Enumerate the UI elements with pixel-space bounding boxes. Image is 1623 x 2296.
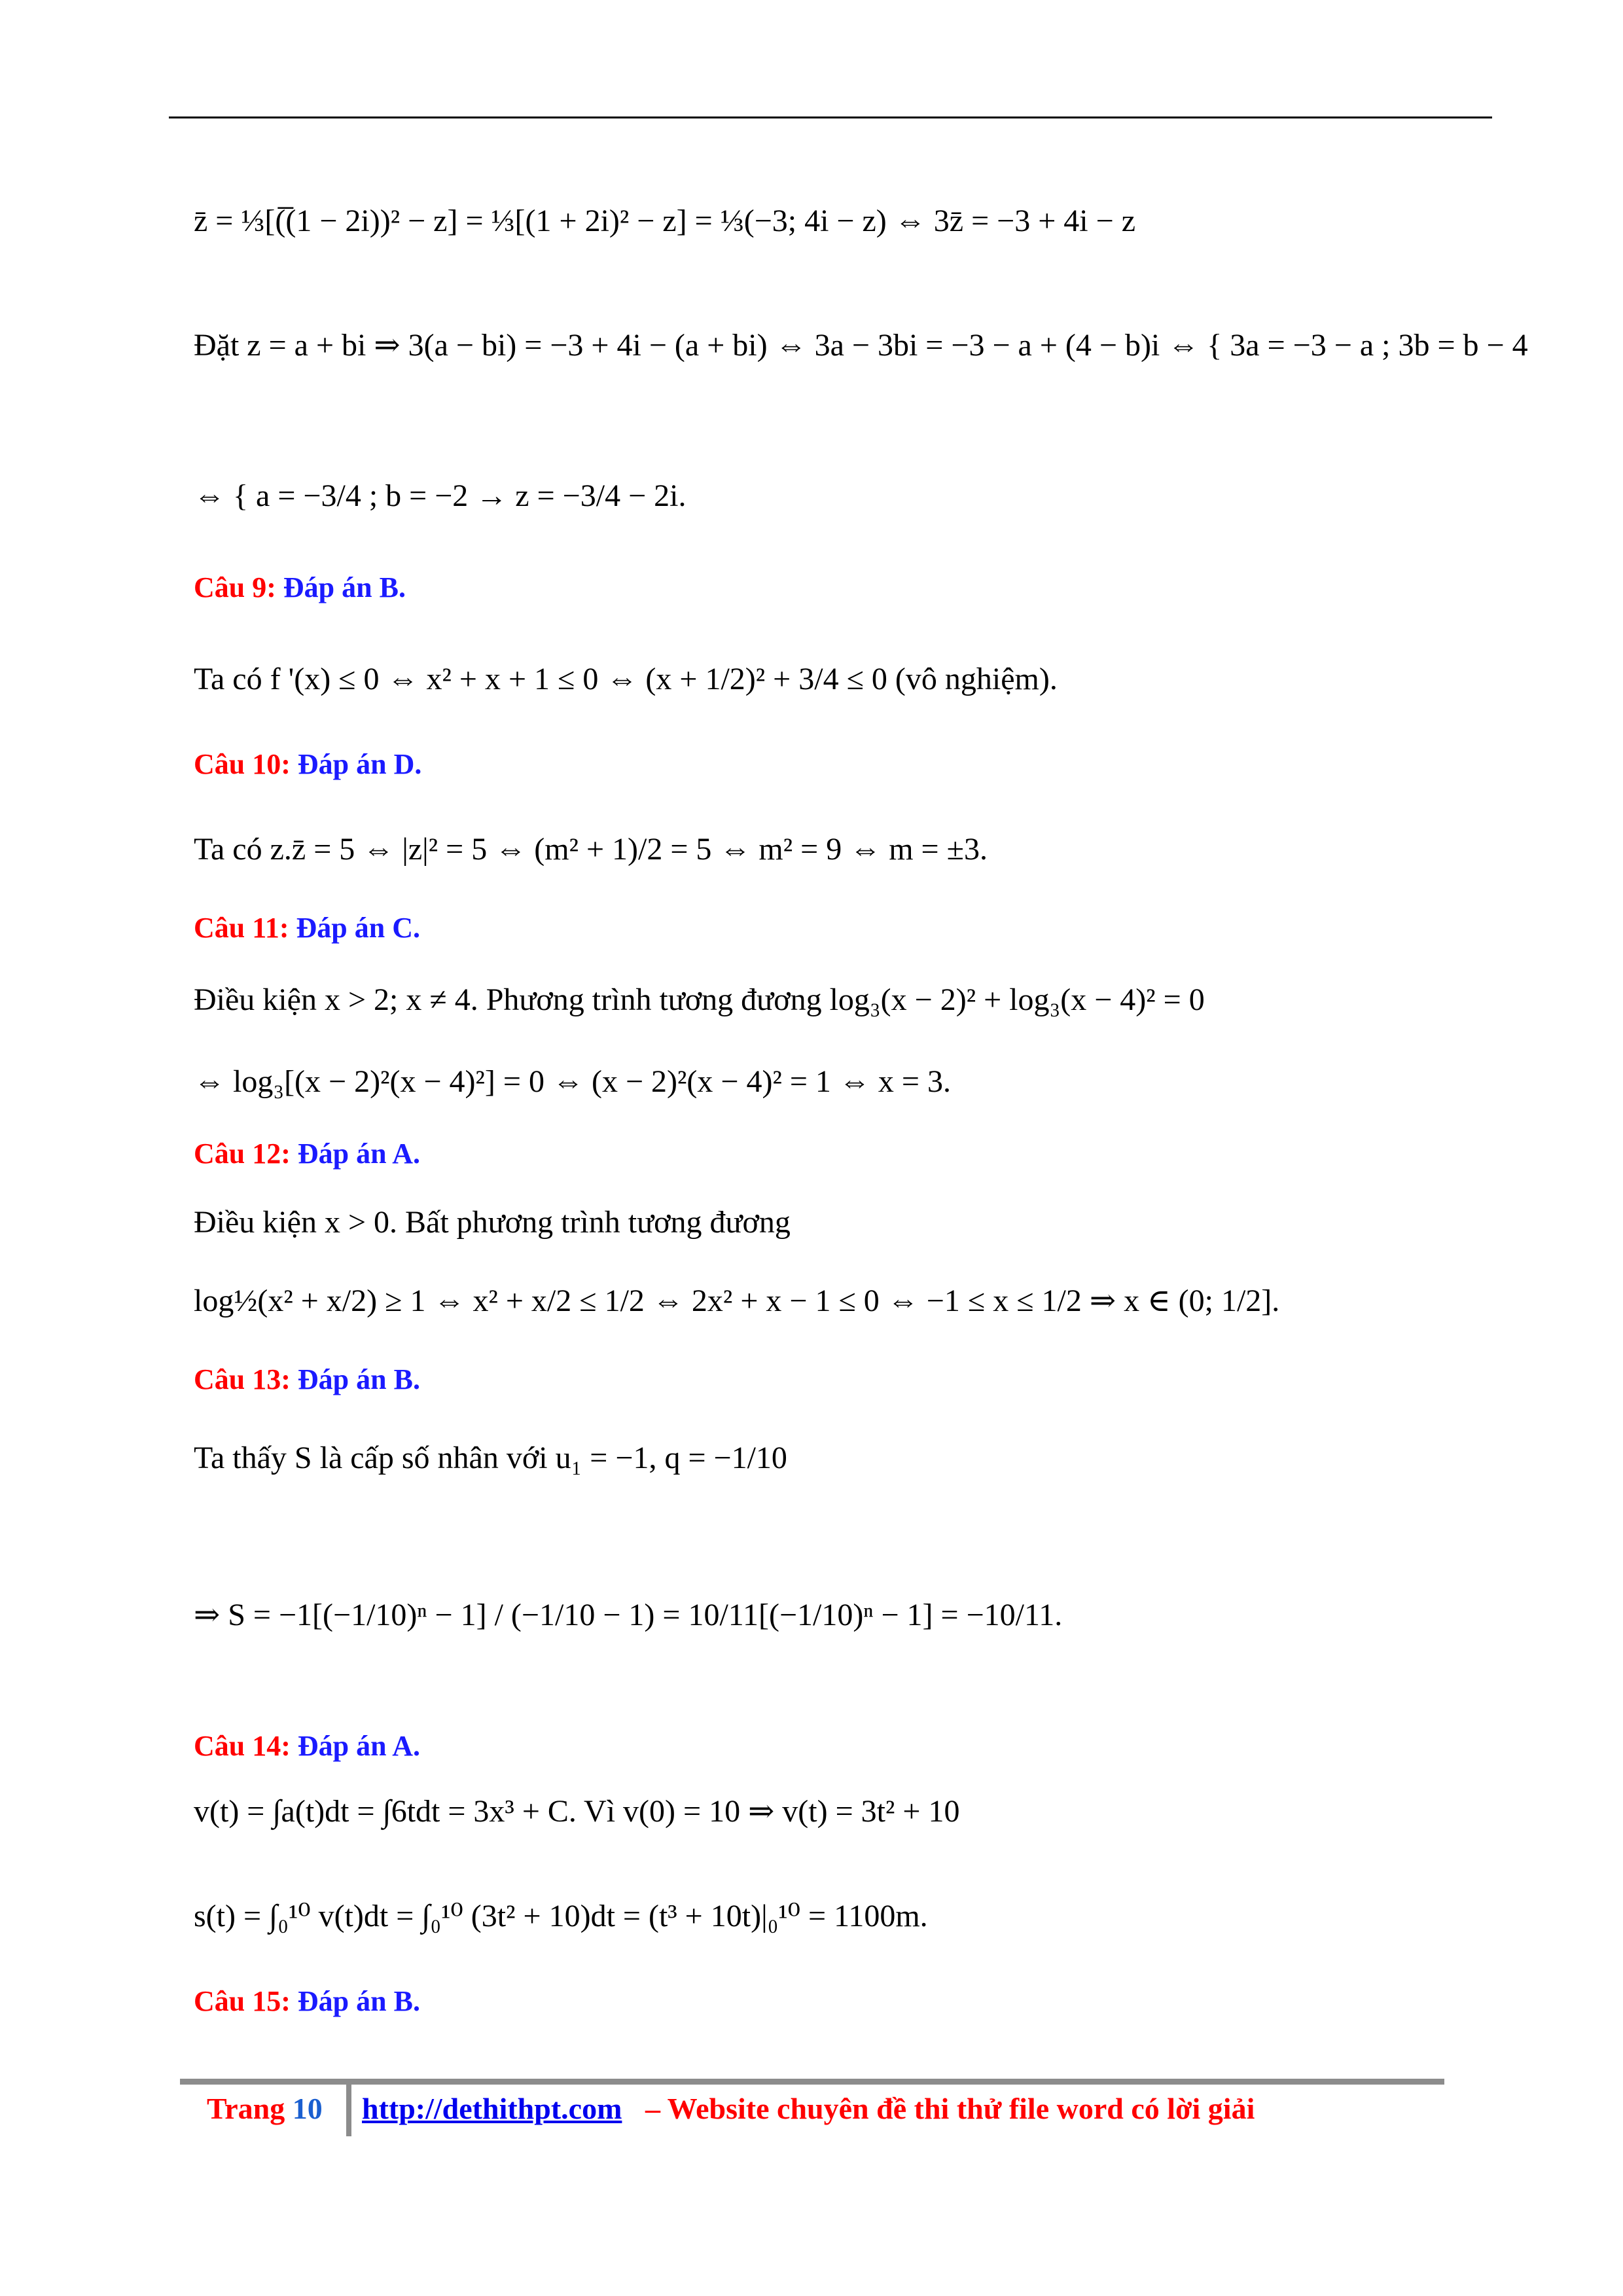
question-label: Câu 11: — [194, 912, 289, 944]
math-line: Điều kiện x > 0. Bất phương trình tương đương — [194, 1205, 791, 1240]
math-line: ⇔ { a = −3/4 ; b = −2 → z = −3/4 − 2i. — [194, 478, 687, 513]
footer-link[interactable]: http://dethithpt.com — [362, 2092, 622, 2125]
math-line: Ta có f '(x) ≤ 0 ⇔ x² + x + 1 ≤ 0 ⇔ (x + 1/2)² + 3/4 ≤ 0 (vô nghiệm). — [194, 662, 1058, 696]
answer-label: Đáp án B. — [283, 571, 406, 603]
answer-label: Đáp án B. — [297, 1363, 420, 1395]
answer-label: Đáp án C. — [296, 912, 420, 944]
math-line: Ta thấy S là cấp số nhân với u₁ = −1, q = −1/10 — [194, 1441, 787, 1475]
question-heading — [194, 569, 406, 606]
question-heading — [194, 910, 420, 946]
math-line: Điều kiện x > 2; x ≠ 4. Phương trình tương đương log₃(x − 2)² + log₃(x − 4)² = 0 — [194, 982, 1205, 1017]
question-label: Câu 10: — [194, 748, 291, 780]
math-line: ⇔ log₃[(x − 2)²(x − 4)²] = 0 ⇔ (x − 2)²(x − 4)² = 1 ⇔ x = 3. — [194, 1064, 951, 1099]
question-label: Câu 15: — [194, 1985, 291, 2017]
math-line: log½(x² + x/2) ≥ 1 ⇔ x² + x/2 ≤ 1/2 ⇔ 2x² + x − 1 ≤ 0 ⇔ −1 ≤ x ≤ 1/2 ⇒ x ∈ (0; 1/2]. — [194, 1283, 1280, 1318]
header-rule — [169, 117, 1492, 118]
math-line: z̄ = ⅓[(̅(1 − 2i))² − z] = ⅓[(1 + 2i)² − z] = ⅓(−3; 4i − z) ⇔ 3z̄ = −3 + 4i − z — [194, 204, 1136, 238]
question-heading — [194, 1983, 420, 2020]
footer-rule — [180, 2079, 1444, 2085]
math-line: s(t) = ∫₀¹⁰ v(t)dt = ∫₀¹⁰ (3t² + 10)dt = (t³ + 10t)|₀¹⁰ = 1100m. — [194, 1899, 928, 1933]
footer-tagline: – Website chuyên đề thi thử file word có lời giải — [645, 2092, 1255, 2125]
math-line: v(t) = ∫a(t)dt = ∫6tdt = 3x³ + C. Vì v(0) = 10 ⇒ v(t) = 3t² + 10 — [194, 1794, 960, 1829]
question-heading — [194, 1361, 420, 1398]
answer-label: Đáp án B. — [297, 1985, 420, 2017]
footer-page-number: 10 — [292, 2092, 323, 2125]
answer-label: Đáp án A. — [297, 1138, 420, 1170]
footer-separator — [346, 2081, 351, 2136]
footer-page-label: Trang — [207, 2092, 285, 2125]
question-heading — [194, 1728, 420, 1765]
question-label: Câu 13: — [194, 1363, 291, 1395]
question-heading — [194, 746, 421, 783]
math-line: Ta có z.z̄ = 5 ⇔ |z|² = 5 ⇔ (m² + 1)/2 = 5 ⇔ m² = 9 ⇔ m = ±3. — [194, 832, 988, 867]
answer-label: Đáp án D. — [297, 748, 422, 780]
question-label: Câu 9: — [194, 571, 276, 603]
question-heading — [194, 1136, 420, 1172]
question-label: Câu 14: — [194, 1730, 291, 1762]
question-label: Câu 12: — [194, 1138, 291, 1170]
answer-label: Đáp án A. — [297, 1730, 420, 1762]
math-line: ⇒ S = −1[(−1/10)ⁿ − 1] / (−1/10 − 1) = 10/11[(−1/10)ⁿ − 1] = −10/11. — [194, 1598, 1063, 1632]
math-line: Đặt z = a + bi ⇒ 3(a − bi) = −3 + 4i − (a + bi) ⇔ 3a − 3bi = −3 − a + (4 − b)i ⇔ { 3a = −3 − a ; 3b = b − 4 — [194, 328, 1528, 363]
footer-page — [207, 2091, 323, 2126]
